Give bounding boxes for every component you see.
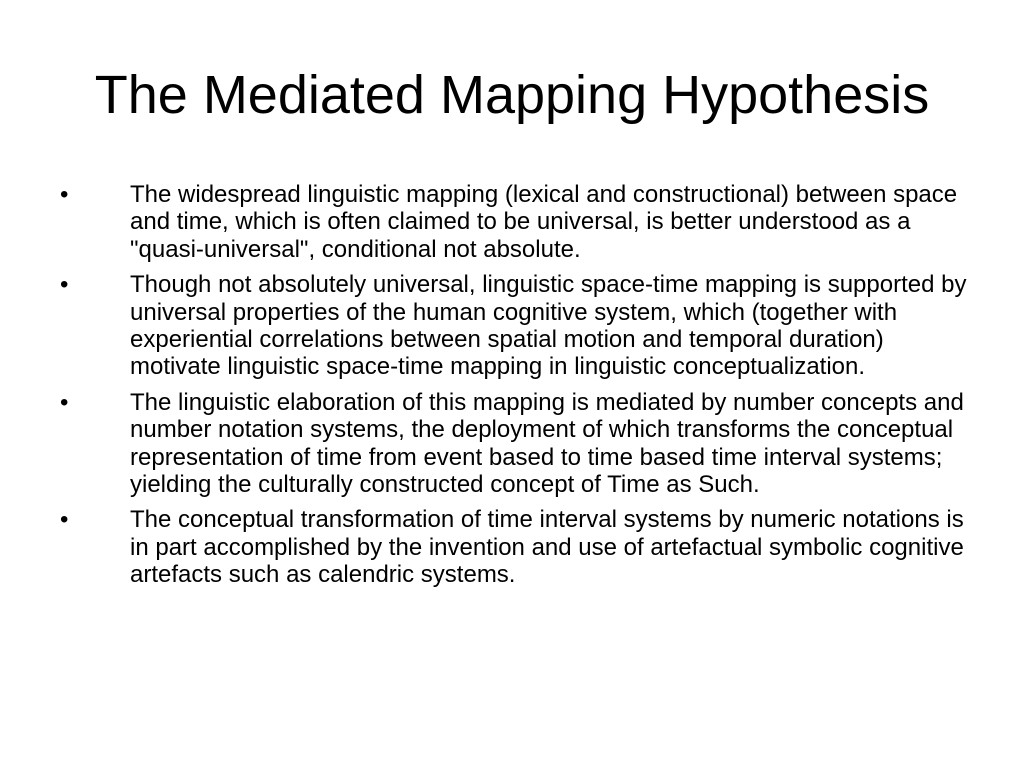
slide-title: The Mediated Mapping Hypothesis (94, 65, 930, 125)
list-item (0, 181, 1024, 263)
list-item (0, 506, 1024, 588)
bullet-icon: • (60, 506, 69, 534)
bullet-list (0, 181, 1024, 597)
bullet-text: The conceptual transformation of time interval systems by numeric notations is in part accomplished by the invention and use of artefactual symbolic cognitive artefacts such as calendric systems. (130, 506, 964, 589)
list-item (0, 389, 1024, 499)
bullet-icon: • (60, 271, 69, 299)
bullet-text: Though not absolutely universal, linguistic space-time mapping is supported by universal properties of the human cognitive system, which (together with experiential correlations between spatial motion and temporal duration) motivate linguistic space-time mapping in linguistic conceptualization. (130, 271, 967, 381)
bullet-text: The widespread linguistic mapping (lexical and constructional) between space and time, which is often claimed to be universal, is better understood as a "quasi-universal", conditional not absolute. (130, 181, 958, 263)
list-item (0, 271, 1024, 381)
bullet-text: The linguistic elaboration of this mapping is mediated by number concepts and number notation systems, the deployment of which transforms the conceptual representation of time from event based to time based time interval systems; yielding the culturally constructed concept of Time as Such. (130, 388, 964, 499)
bullet-icon: • (60, 388, 69, 416)
bullet-icon: • (60, 181, 69, 208)
